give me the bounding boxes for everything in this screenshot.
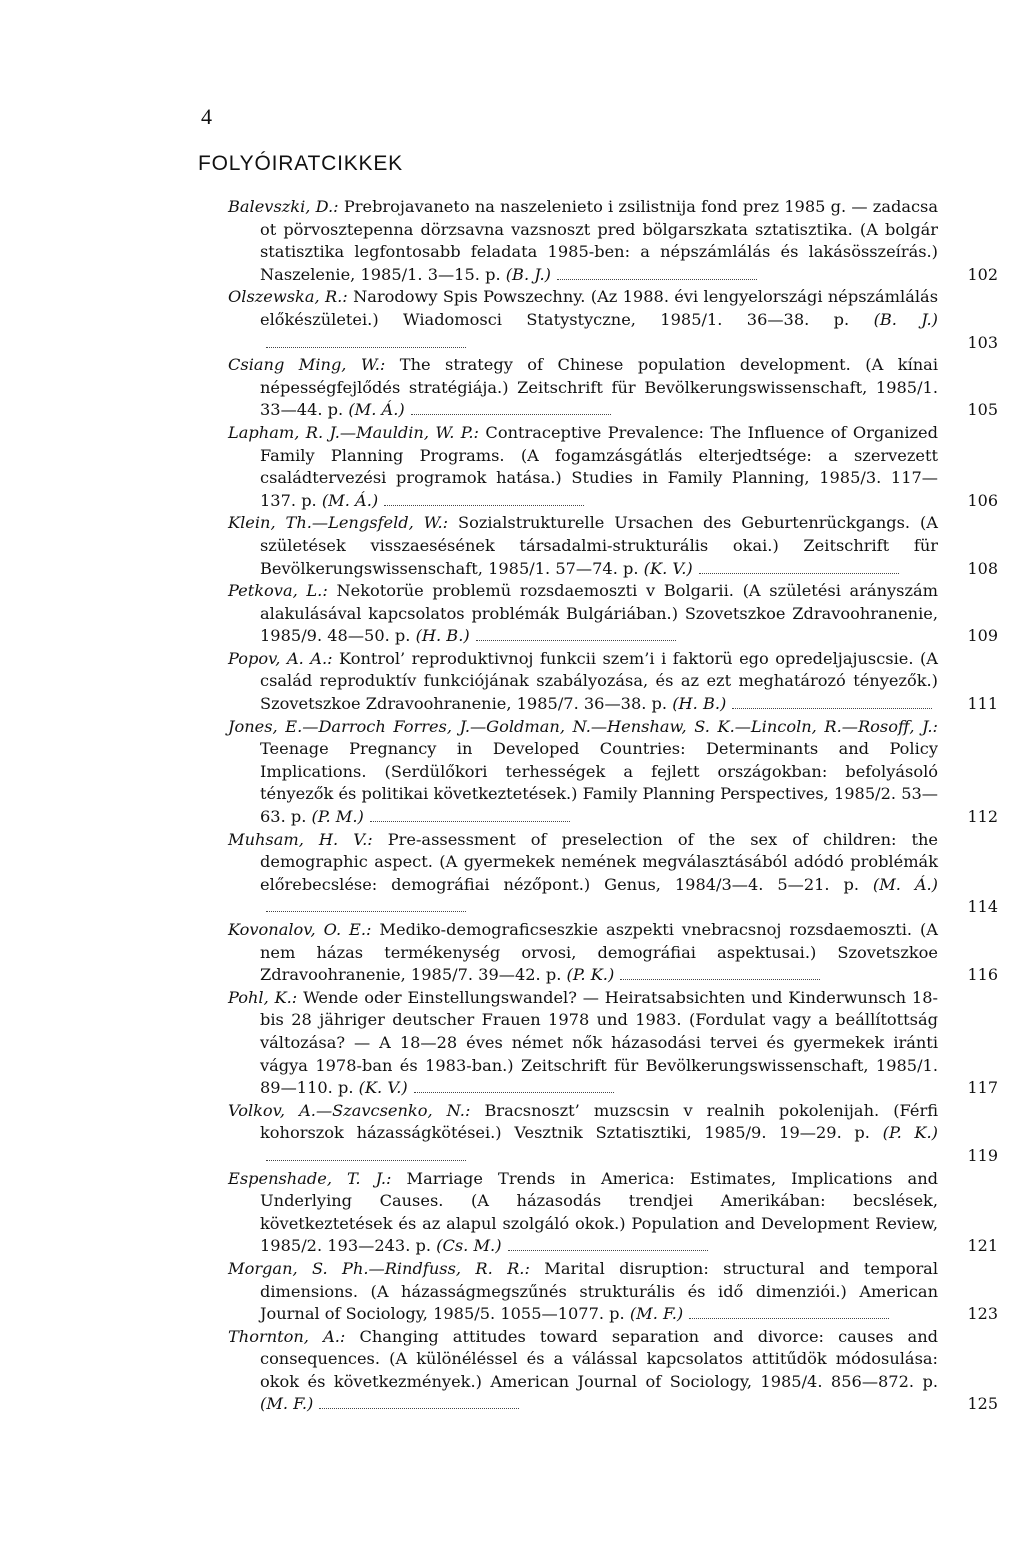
entry-page-number: 106 bbox=[967, 490, 998, 510]
entry-authors: Thornton, A.: bbox=[228, 1326, 346, 1346]
dot-leader bbox=[689, 1308, 889, 1319]
bibliography-entry bbox=[228, 196, 998, 286]
reviewer-initials: (M. Á.) bbox=[348, 400, 405, 420]
section-title: FOLYÓIRATCIKKEK bbox=[198, 152, 403, 175]
entry-page-number: 109 bbox=[967, 626, 998, 646]
entry-authors: Morgan, S. Ph.—Rindfuss, R. R.: bbox=[228, 1258, 530, 1278]
entry-text bbox=[228, 1168, 938, 1258]
reviewer-initials: (P. K.) bbox=[882, 1123, 938, 1143]
entry-page-number: 108 bbox=[967, 558, 998, 578]
bibliography-entry bbox=[228, 512, 998, 580]
dot-leader bbox=[620, 969, 820, 980]
entry-page-number: 112 bbox=[967, 807, 998, 827]
dot-leader bbox=[557, 269, 757, 280]
dot-leader bbox=[266, 901, 466, 912]
entry-text bbox=[228, 919, 938, 987]
entry-text bbox=[228, 829, 938, 919]
entry-page-number: 123 bbox=[967, 1304, 998, 1324]
entry-citation: Pre-assessment of preselection of the sex of children: the demographic aspect. (A gyermekek nemének megválasztásából adódó problémák előrebecslése: demográfiai nézőpont.) Genus, 1984/3—4. 5—21. p. bbox=[260, 829, 938, 894]
entry-text bbox=[228, 196, 938, 286]
bibliography-entry bbox=[228, 286, 998, 354]
reviewer-initials: (P. M.) bbox=[311, 807, 364, 827]
bibliography-entry bbox=[228, 354, 998, 422]
entry-authors: Muhsam, H. V.: bbox=[228, 829, 373, 849]
entry-page-number: 119 bbox=[967, 1145, 998, 1165]
dot-leader bbox=[699, 563, 899, 574]
entry-citation: Mediko-demograficseszkie aszpekti vnebracsnoj rozsdaemoszti. (A nem házas termékenység orvosi, demográfiai aspektusai.) Szovetszkoe Zdravoohranenie, 1985/7. 39—42. p. bbox=[260, 920, 938, 985]
entry-text bbox=[228, 512, 938, 580]
dot-leader bbox=[732, 698, 932, 709]
bibliography-entry bbox=[228, 648, 998, 716]
entry-authors: Jones, E.—Darroch Forres, J.—Goldman, N.—Henshaw, S. K.—Lincoln, R.—Rosoff, J.: bbox=[228, 716, 938, 736]
entry-text bbox=[228, 1258, 938, 1326]
reviewer-initials: (K. V.) bbox=[643, 558, 693, 578]
dot-leader bbox=[414, 1082, 614, 1093]
entry-text bbox=[228, 1326, 938, 1416]
reviewer-initials: (M. Á.) bbox=[321, 490, 379, 510]
entry-page-number: 111 bbox=[967, 694, 998, 714]
reviewer-initials: (H. B.) bbox=[415, 626, 470, 646]
entry-page-number: 105 bbox=[967, 400, 998, 420]
reviewer-initials: (P. K.) bbox=[566, 965, 615, 985]
entry-citation: Bracsnoszt’ muzscsin v realnih pokolenijah. (Férfi kohorszok házasságkötései.) Vesztnik Sztatisztiki, 1985/9. 19—29. p. bbox=[260, 1100, 938, 1143]
entry-citation: Sozialstrukturelle Ursachen des Geburtenrückgangs. (A születések visszaesésének társadalmi-strukturális okai.) Zeitschrift für Bevölkerungswissenschaft, 1985/1. 57—74. p. bbox=[260, 513, 938, 578]
entry-citation: Wende oder Einstellungswandel? — Heiratsabsichten und Kinderwunsch 18-bis 28 jähriger deutscher Frauen 1978 und 1983. (Fordulat vagy a beállítottság változása? — A 18—28 éves német nők házasodási tervei és gyermekek iránti vágya 1978-ban és 1983-ban.) Zeitschrift für Bevölkerungswissenschaft, 1985/1. 89—110. p. bbox=[260, 987, 938, 1098]
page-number: 4 bbox=[201, 104, 212, 129]
bibliography-entry bbox=[228, 1326, 998, 1416]
entry-citation: Contraceptive Prevalence: The Influence of Organized Family Planning Programs. (A fogamzásgátlás elterjedtsége: a szervezett családtervezési programok hatása.) Studies in Family Planning, 1985/3. 117—137. p. bbox=[260, 422, 938, 510]
bibliography-entry bbox=[228, 987, 998, 1100]
bibliography-entry bbox=[228, 1100, 998, 1168]
entry-authors: Csiang Ming, W.: bbox=[228, 355, 386, 375]
reviewer-initials: (K. V.) bbox=[358, 1078, 408, 1098]
entry-text bbox=[228, 580, 938, 648]
entry-page-number: 114 bbox=[967, 897, 998, 917]
reviewer-initials: (B. J.) bbox=[873, 309, 938, 329]
entry-citation: Marriage Trends in America: Estimates, Implications and Underlying Causes. (A házasodás trendjei Amerikában: becslések, következtetések és az alapul szolgáló okok.) Population and Development Review, 1985/2. 193—243. p. bbox=[260, 1168, 938, 1256]
dot-leader bbox=[319, 1398, 519, 1409]
entry-authors: Espenshade, T. J.: bbox=[228, 1168, 392, 1188]
entry-authors: Olszewska, R.: bbox=[228, 287, 348, 307]
entry-authors: Kovonalov, O. E.: bbox=[228, 920, 372, 939]
entry-authors: Petkova, L.: bbox=[228, 581, 328, 601]
entry-page-number: 117 bbox=[967, 1078, 998, 1098]
reviewer-initials: (M. F.) bbox=[629, 1304, 684, 1324]
reviewer-initials: (M. F.) bbox=[260, 1394, 314, 1414]
dot-leader bbox=[508, 1240, 708, 1251]
entry-authors: Volkov, A.—Szavcsenko, N.: bbox=[228, 1100, 471, 1120]
bibliography-entry bbox=[228, 1258, 998, 1326]
dot-leader bbox=[384, 495, 584, 506]
reviewer-initials: (B. J.) bbox=[505, 264, 551, 284]
entry-page-number: 121 bbox=[967, 1236, 998, 1256]
entry-citation: Narodowy Spis Powszechny. (Az 1988. évi lengyelországi népszámlálás előkészületei.) Wiadomosci Statystyczne, 1985/1. 36—38. p. bbox=[260, 287, 938, 329]
bibliography-entry bbox=[228, 829, 998, 919]
entry-text bbox=[228, 354, 938, 422]
entry-page-number: 125 bbox=[967, 1394, 998, 1414]
bibliography-entry bbox=[228, 1168, 998, 1258]
entry-authors: Balevszki, D.: bbox=[228, 197, 339, 216]
entry-text bbox=[228, 987, 938, 1100]
entry-page-number: 102 bbox=[967, 264, 998, 284]
entry-text bbox=[228, 716, 938, 829]
entry-text bbox=[228, 286, 938, 354]
bibliography-entry bbox=[228, 422, 998, 512]
entry-authors: Lapham, R. J.—Mauldin, W. P.: bbox=[228, 422, 480, 442]
entry-page-number: 116 bbox=[967, 965, 998, 985]
entry-citation: Teenage Pregnancy in Developed Countries: Determinants and Policy Implications. (Serdülőkori terhességek a fejlett országokban: befolyásoló tényezők és politikai következtetések.) Family Planning Perspectives, 1985/2. 53—63. p. bbox=[260, 739, 938, 827]
entry-text bbox=[228, 648, 938, 716]
entry-text bbox=[228, 422, 938, 512]
dot-leader bbox=[266, 1150, 466, 1161]
bibliography-entry bbox=[228, 580, 998, 648]
dot-leader bbox=[370, 811, 570, 822]
dot-leader bbox=[266, 337, 466, 348]
entry-citation: Changing attitudes toward separation and divorce: causes and consequences. (A különéléssel és a válással kapcsolatos attitűdök módosulása: okok és következmények.) American Journal of Sociology, 1985/4. 856—872. p. bbox=[260, 1326, 938, 1391]
entry-page-number: 103 bbox=[967, 332, 998, 352]
entry-citation: Marital disruption: structural and temporal dimensions. (A házasságmegszűnés strukturális és idő dimenziói.) American Journal of Sociology, 1985/5. 1055—1077. p. bbox=[260, 1258, 939, 1324]
entry-citation: Prebrojavaneto na naszelenieto i zsilistnija fond prez 1985 g. — zadacsa ot pörvosztepenna dörzsavna vazsnoszt pred bölgarszkata sztatisztika. (A bolgár statisztika legfontosabb feladata 1985-ben: a népszámlálás és lakásösszeírás.) Naszelenie, 1985/1. 3—15. p. bbox=[260, 197, 939, 284]
entry-text bbox=[228, 1100, 938, 1168]
bibliography-entry bbox=[228, 919, 998, 987]
entry-authors: Klein, Th.—Lengsfeld, W.: bbox=[228, 513, 449, 533]
bibliography-list bbox=[228, 196, 998, 1416]
dot-leader bbox=[476, 630, 676, 641]
bibliography-entry bbox=[228, 716, 998, 829]
reviewer-initials: (M. Á.) bbox=[872, 874, 938, 894]
reviewer-initials: (H. B.) bbox=[672, 694, 727, 714]
entry-authors: Popov, A. A.: bbox=[228, 648, 333, 668]
entry-citation: The strategy of Chinese population development. (A kínai népességfejlődés stratégiája.) Zeitschrift für Bevölkerungswissenschaft, 1985/1. 33—44. p. bbox=[260, 355, 938, 420]
reviewer-initials: (Cs. M.) bbox=[436, 1236, 502, 1256]
entry-authors: Pohl, K.: bbox=[228, 987, 298, 1007]
entry-citation: Nekotorüe problemü rozsdaemoszti v Bolgarii. (A születési arányszám alakulásával kapcsolatos problémák Bulgáriában.) Szovetszkoe Zdravoohranenie, 1985/9. 48—50. p. bbox=[260, 581, 938, 646]
entry-citation: Kontrol’ reproduktivnoj funkcii szem’i i faktorü ego opredeljajuscsie. (A család reproduktív funkciójának szabályozása, és az ezt meghatározó tényezők.) Szovetszkoe Zdravoohranenie, 1985/7. 36—38. p. bbox=[260, 648, 938, 714]
dot-leader bbox=[411, 404, 611, 415]
